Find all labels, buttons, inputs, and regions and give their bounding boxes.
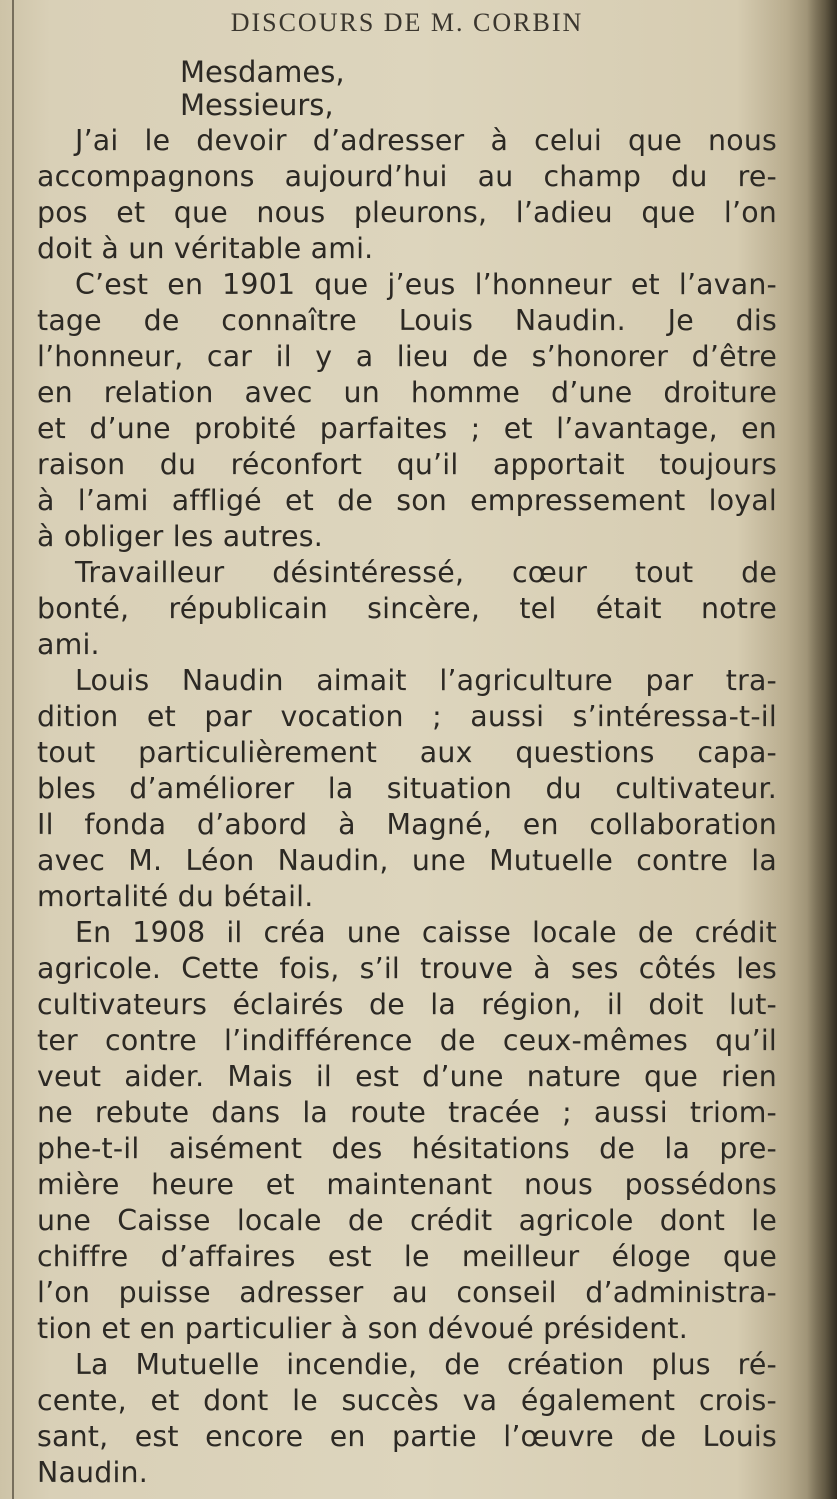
- page-gutter-shadow: [807, 0, 837, 1499]
- text-line: La Mutuelle incendie, de création plus ré-: [75, 1348, 777, 1381]
- text-line: à l’ami affligé et de son empressement loyal: [37, 484, 777, 517]
- text-line: Il fonda d’abord à Magné, en collaboration: [37, 808, 777, 841]
- text-line: Travailleur désintéressé, cœur tout de: [75, 556, 777, 589]
- text-line: agricole. Cette fois, s’il trouve à ses côtés les: [37, 952, 777, 985]
- paragraph: [37, 267, 777, 555]
- article-header: DISCOURS DE M. CORBIN: [230, 8, 584, 37]
- text-line: cultivateurs éclairés de la région, il doit lut-: [37, 988, 777, 1021]
- text-line: avec M. Léon Naudin, une Mutuelle contre la: [37, 844, 777, 877]
- text-line: Naudin.: [37, 1456, 148, 1489]
- text-line: et d’une probité parfaites ; et l’avantage, en: [37, 412, 777, 445]
- text-line: ami.: [37, 628, 100, 661]
- salutation-line-2: Messieurs,: [180, 88, 334, 122]
- text-line: veut aider. Mais il est d’une nature que rien: [37, 1060, 777, 1093]
- column-rule: [12, 0, 14, 1499]
- text-line: l’on puisse adresser au conseil d’administra-: [37, 1276, 777, 1309]
- text-line: C’est en 1901 que j’eus l’honneur et l’avan-: [75, 268, 777, 301]
- text-line: bonté, républicain sincère, tel était notre: [37, 592, 777, 625]
- text-line: accompagnons aujourd’hui au champ du re-: [37, 160, 777, 193]
- text-line: En 1908 il créa une caisse locale de crédit: [75, 916, 777, 949]
- text-line: une Caisse locale de crédit agricole dont le: [37, 1204, 777, 1237]
- text-line: en relation avec un homme d’une droiture: [37, 376, 777, 409]
- text-line: l’honneur, car il y a lieu de s’honorer d’être: [37, 340, 777, 373]
- text-line: tage de connaître Louis Naudin. Je dis: [37, 304, 777, 337]
- text-line: cente, et dont le succès va également crois-: [37, 1384, 777, 1417]
- text-line: mortalité du bétail.: [37, 880, 314, 913]
- text-line: tout particulièrement aux questions capa-: [37, 736, 777, 769]
- text-line: dition et par vocation ; aussi s’intéressa-t-il: [37, 700, 777, 733]
- text-line: tion et en particulier à son dévoué président.: [37, 1312, 688, 1345]
- paragraph: [37, 1347, 777, 1491]
- text-line: pos et que nous pleurons, l’adieu que l’on: [37, 196, 777, 229]
- text-line: doit à un véritable ami.: [37, 232, 374, 265]
- text-line: bles d’améliorer la situation du cultivateur.: [37, 772, 777, 805]
- text-line: Louis Naudin aimait l’agriculture par tra-: [75, 664, 777, 697]
- paragraph: [37, 663, 777, 915]
- text-line: sant, est encore en partie l’œuvre de Louis: [37, 1420, 777, 1453]
- text-line: J’ai le devoir d’adresser à celui que nous: [75, 124, 777, 157]
- text-line: ter contre l’indifférence de ceux-mêmes qu’il: [37, 1024, 777, 1057]
- text-line: chiffre d’affaires est le meilleur éloge que: [37, 1240, 777, 1273]
- text-line: phe-t-il aisément des hésitations de la pre-: [37, 1132, 777, 1165]
- article-body: [37, 123, 777, 1491]
- salutation-line-1: Mesdames,: [180, 55, 345, 89]
- text-line: à obliger les autres.: [37, 520, 323, 553]
- paragraph: [37, 555, 777, 663]
- text-line: raison du réconfort qu’il apportait toujours: [37, 448, 777, 481]
- text-line: ne rebute dans la route tracée ; aussi triom-: [37, 1096, 777, 1129]
- paragraph: [37, 915, 777, 1347]
- paragraph: [37, 123, 777, 267]
- text-line: mière heure et maintenant nous possédons: [37, 1168, 777, 1201]
